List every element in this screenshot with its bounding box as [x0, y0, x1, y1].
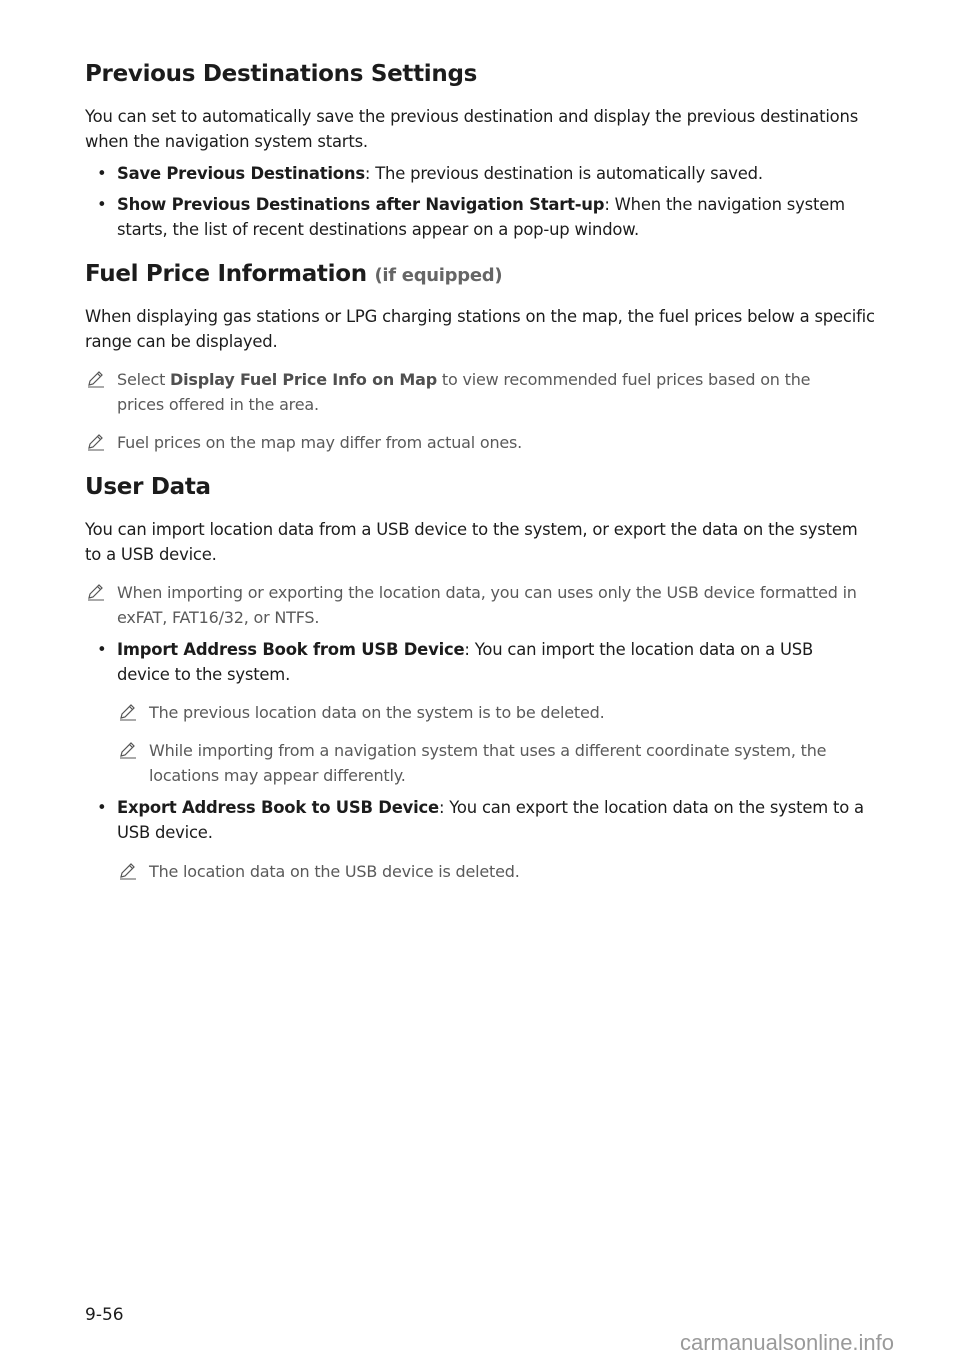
note-text: While importing from a navigation system that uses a different coordinate system, the locations may appear differently. [149, 741, 827, 785]
pencil-icon [86, 582, 106, 602]
note-text: Select [117, 370, 171, 389]
bullet-item [117, 161, 867, 186]
note [149, 738, 864, 788]
watermark: carmanualsonline.info [680, 1330, 895, 1355]
note-text: to view recommended fuel prices based on the prices offered in the area. [117, 370, 811, 414]
paragraph: When displaying gas stations or LPG charging stations on the map, the fuel prices below a specific range can be displayed. [85, 307, 875, 351]
heading-previous-destinations: Previous Destinations Settings [85, 61, 478, 87]
pencil-icon [86, 432, 106, 452]
pencil-icon [118, 740, 138, 760]
term: Show Previous Destinations after Navigation Start-up [117, 195, 605, 214]
paragraph: You can import location data from a USB device to the system, or export the data on the system to a USB device. [85, 520, 858, 564]
bullet-item [117, 795, 867, 845]
note-text: When importing or exporting the location data, you can uses only the USB device formatted in exFAT, FAT16/32, or NTFS. [117, 583, 857, 627]
term: Display Fuel Price Info on Map [170, 370, 438, 389]
page-number: 9-56 [85, 1305, 124, 1325]
note [149, 700, 864, 725]
bullet-item [117, 192, 867, 242]
note-text: Fuel prices on the map may differ from actual ones. [117, 433, 523, 452]
paragraph: You can set to automatically save the previous destination and display the previous destinations when the navigation system starts. [85, 107, 859, 151]
pencil-icon [118, 861, 138, 881]
note [117, 580, 862, 630]
pencil-icon [118, 702, 138, 722]
description: : You can import the location data on a USB device to the system. [117, 640, 814, 684]
heading-text: Fuel Price Information [85, 261, 367, 287]
term: Save Previous Destinations [117, 164, 365, 183]
description: : The previous destination is automatically saved. [364, 164, 763, 183]
pencil-icon [86, 369, 106, 389]
heading-user-data: User Data [85, 474, 211, 500]
note [117, 367, 862, 417]
note-text: The location data on the USB device is deleted. [149, 862, 520, 881]
note [149, 859, 864, 884]
term: Export Address Book to USB Device [117, 798, 439, 817]
heading-fuel-price [85, 261, 502, 287]
bullet-item [117, 637, 867, 687]
description: : You can export the location data on the system to a USB device. [117, 798, 864, 842]
note [117, 430, 862, 455]
description: : When the navigation system starts, the list of recent destinations appear on a pop-up window. [117, 195, 845, 239]
term: Import Address Book from USB Device [117, 640, 465, 659]
note-text: The previous location data on the system is to be deleted. [149, 703, 605, 722]
heading-suffix: (if equipped) [374, 265, 503, 286]
